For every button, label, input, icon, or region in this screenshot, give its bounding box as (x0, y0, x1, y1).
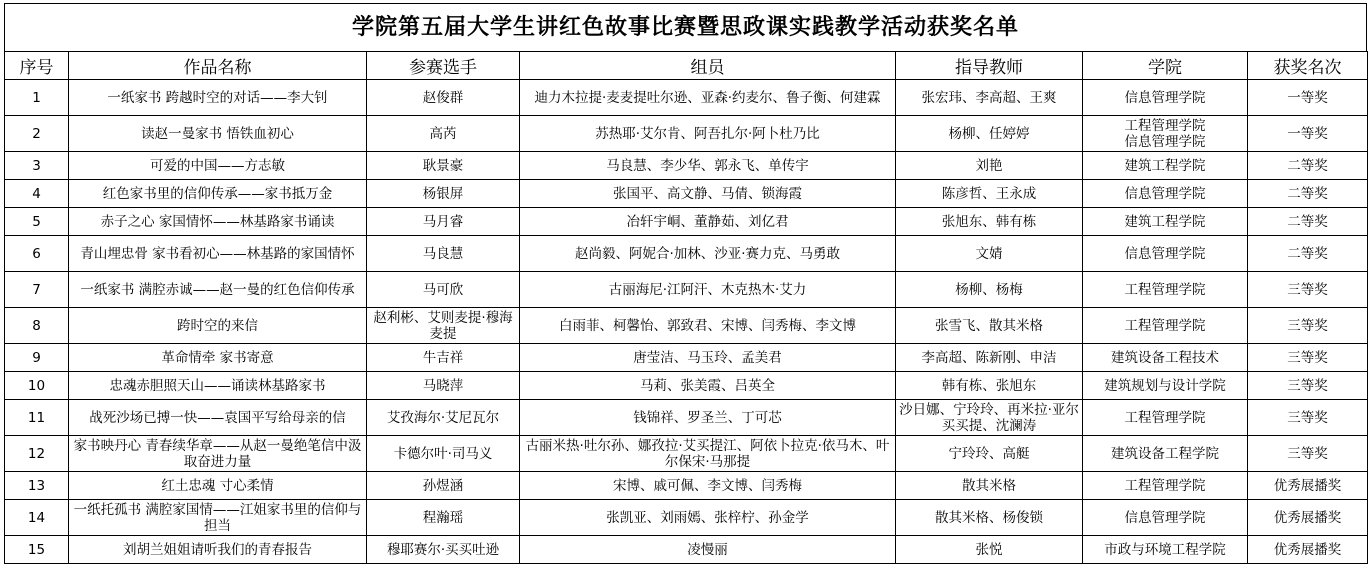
header-row (5, 52, 1368, 80)
cell-members: 古丽海尼·江阿汗、木克热木·艾力 (520, 272, 896, 308)
table-row (5, 236, 1368, 272)
cell-award: 二等奖 (1248, 236, 1368, 272)
table-row (5, 272, 1368, 308)
col-header-advisor: 指导教师 (896, 52, 1083, 80)
cell-advisor: 李高超、陈新刚、申洁 (896, 344, 1083, 372)
cell-college: 信息管理学院 (1083, 80, 1248, 116)
cell-award: 一等奖 (1248, 116, 1368, 152)
table-row (5, 400, 1368, 436)
cell-members: 唐莹洁、马玉玲、孟美君 (520, 344, 896, 372)
cell-members: 赵尚毅、阿妮合·加林、沙亚·赛力克、马勇敢 (520, 236, 896, 272)
cell-index: 11 (5, 400, 69, 436)
cell-college: 建筑工程学院 (1083, 152, 1248, 180)
cell-advisor: 沙日娜、宁玲玲、再米拉·亚尔买买提、沈澜涛 (896, 400, 1083, 436)
cell-work: 红土忠魂 寸心柔情 (69, 472, 367, 500)
cell-contestant: 赵利彬、艾则麦提·穆海麦提 (367, 308, 520, 344)
table-row (5, 152, 1368, 180)
cell-contestant: 程瀚瑶 (367, 500, 520, 536)
cell-index: 10 (5, 372, 69, 400)
cell-college: 工程管理学院 (1083, 400, 1248, 436)
cell-college: 信息管理学院 (1083, 500, 1248, 536)
cell-index: 2 (5, 116, 69, 152)
cell-award: 三等奖 (1248, 308, 1368, 344)
award-list-sheet (4, 3, 1367, 564)
cell-advisor: 陈彦哲、王永成 (896, 180, 1083, 208)
cell-index: 6 (5, 236, 69, 272)
table-row (5, 180, 1368, 208)
col-header-college: 学院 (1083, 52, 1248, 80)
cell-college: 建筑设备工程技术 (1083, 344, 1248, 372)
cell-contestant: 马晓萍 (367, 372, 520, 400)
table-row (5, 80, 1368, 116)
cell-advisor: 杨柳、任婷婷 (896, 116, 1083, 152)
cell-award: 三等奖 (1248, 344, 1368, 372)
cell-college: 信息管理学院 (1083, 180, 1248, 208)
cell-advisor: 张宏玮、李高超、王爽 (896, 80, 1083, 116)
cell-advisor: 杨柳、杨梅 (896, 272, 1083, 308)
cell-contestant: 穆耶赛尔·买买吐逊 (367, 536, 520, 564)
cell-members: 张国平、高文静、马倩、锁海霞 (520, 180, 896, 208)
cell-college: 工程管理学院 信息管理学院 (1083, 116, 1248, 152)
cell-college: 工程管理学院 (1083, 308, 1248, 344)
table-row (5, 372, 1368, 400)
cell-index: 8 (5, 308, 69, 344)
sheet-title: 学院第五届大学生讲红色故事比赛暨思政课实践教学活动获奖名单 (4, 3, 1367, 51)
cell-members: 凌慢丽 (520, 536, 896, 564)
cell-work: 刘胡兰姐姐请听我们的青春报告 (69, 536, 367, 564)
cell-advisor: 散其米格、杨俊锁 (896, 500, 1083, 536)
cell-work: 可爱的中国——方志敏 (69, 152, 367, 180)
cell-college: 工程管理学院 (1083, 472, 1248, 500)
cell-advisor: 宁玲玲、高艇 (896, 436, 1083, 472)
cell-index: 13 (5, 472, 69, 500)
cell-work: 红色家书里的信仰传承——家书抵万金 (69, 180, 367, 208)
cell-work: 读赵一曼家书 悟铁血初心 (69, 116, 367, 152)
table-row (5, 344, 1368, 372)
cell-index: 7 (5, 272, 69, 308)
cell-award: 三等奖 (1248, 272, 1368, 308)
cell-award: 三等奖 (1248, 372, 1368, 400)
award-table (4, 51, 1368, 564)
cell-advisor: 张雪飞、散其米格 (896, 308, 1083, 344)
cell-work: 赤子之心 家国情怀——林基路家书诵读 (69, 208, 367, 236)
cell-members: 马良慧、李少华、郭永飞、单传宇 (520, 152, 896, 180)
cell-award: 一等奖 (1248, 80, 1368, 116)
cell-members: 钱锦祥、罗圣兰、丁可芯 (520, 400, 896, 436)
cell-award: 三等奖 (1248, 436, 1368, 472)
cell-members: 宋博、戚可佩、李文博、闫秀梅 (520, 472, 896, 500)
cell-members: 冶轩宇峒、董静茹、刘亿君 (520, 208, 896, 236)
cell-contestant: 艾孜海尔·艾尼瓦尔 (367, 400, 520, 436)
cell-contestant: 杨银屏 (367, 180, 520, 208)
cell-college: 建筑规划与设计学院 (1083, 372, 1248, 400)
table-row (5, 536, 1368, 564)
cell-college: 信息管理学院 (1083, 236, 1248, 272)
cell-contestant: 牛吉祥 (367, 344, 520, 372)
cell-index: 15 (5, 536, 69, 564)
cell-index: 4 (5, 180, 69, 208)
cell-contestant: 卡德尔叶·司马义 (367, 436, 520, 472)
cell-members: 古丽米热·吐尔孙、娜孜拉·艾买提江、阿依卜拉克·依马木、叶尔保宋·马那提 (520, 436, 896, 472)
cell-work: 忠魂赤胆照天山——诵读林基路家书 (69, 372, 367, 400)
cell-advisor: 文婧 (896, 236, 1083, 272)
cell-work: 革命情牵 家书寄意 (69, 344, 367, 372)
cell-award: 二等奖 (1248, 208, 1368, 236)
cell-college: 建筑设备工程学院 (1083, 436, 1248, 472)
table-row (5, 308, 1368, 344)
cell-index: 9 (5, 344, 69, 372)
cell-work: 跨时空的来信 (69, 308, 367, 344)
cell-contestant: 马月睿 (367, 208, 520, 236)
cell-advisor: 刘艳 (896, 152, 1083, 180)
cell-work: 青山埋忠骨 家书看初心——林基路的家国情怀 (69, 236, 367, 272)
cell-members: 张凯亚、刘雨嫣、张梓柠、孙金学 (520, 500, 896, 536)
cell-index: 5 (5, 208, 69, 236)
table-row (5, 116, 1368, 152)
cell-contestant: 马可欣 (367, 272, 520, 308)
cell-advisor: 散其米格 (896, 472, 1083, 500)
cell-members: 马莉、张美霞、吕英全 (520, 372, 896, 400)
cell-contestant: 马良慧 (367, 236, 520, 272)
cell-index: 1 (5, 80, 69, 116)
cell-advisor: 张旭东、韩有栋 (896, 208, 1083, 236)
col-header-work: 作品名称 (69, 52, 367, 80)
cell-work: 一纸托孤书 满腔家国情——江姐家书里的信仰与担当 (69, 500, 367, 536)
cell-college: 市政与环境工程学院 (1083, 536, 1248, 564)
table-row (5, 500, 1368, 536)
cell-award: 优秀展播奖 (1248, 500, 1368, 536)
col-header-members: 组员 (520, 52, 896, 80)
col-header-award: 获奖名次 (1248, 52, 1368, 80)
cell-award: 二等奖 (1248, 180, 1368, 208)
col-header-index: 序号 (5, 52, 69, 80)
cell-contestant: 孙煜涵 (367, 472, 520, 500)
cell-members: 白雨菲、柯馨怡、郭致君、宋博、闫秀梅、李文博 (520, 308, 896, 344)
col-header-contestant: 参赛选手 (367, 52, 520, 80)
table-row (5, 472, 1368, 500)
table-row (5, 208, 1368, 236)
cell-contestant: 耿景豪 (367, 152, 520, 180)
cell-advisor: 韩有栋、张旭东 (896, 372, 1083, 400)
cell-index: 3 (5, 152, 69, 180)
cell-members: 迪力木拉提·麦麦提吐尔逊、亚森·约麦尔、鲁子衡、何建霖 (520, 80, 896, 116)
cell-work: 战死沙场已搏一快——袁国平写给母亲的信 (69, 400, 367, 436)
cell-index: 12 (5, 436, 69, 472)
cell-work: 一纸家书 满腔赤诚——赵一曼的红色信仰传承 (69, 272, 367, 308)
cell-award: 优秀展播奖 (1248, 536, 1368, 564)
cell-contestant: 高芮 (367, 116, 520, 152)
cell-award: 三等奖 (1248, 400, 1368, 436)
cell-members: 苏热耶·艾尔肯、阿吾扎尔·阿卜杜乃比 (520, 116, 896, 152)
cell-work: 家书映丹心 青春续华章——从赵一曼绝笔信中汲取奋进力量 (69, 436, 367, 472)
cell-award: 优秀展播奖 (1248, 472, 1368, 500)
cell-advisor: 张悦 (896, 536, 1083, 564)
cell-college: 建筑工程学院 (1083, 208, 1248, 236)
cell-college: 工程管理学院 (1083, 272, 1248, 308)
cell-contestant: 赵俊群 (367, 80, 520, 116)
cell-index: 14 (5, 500, 69, 536)
cell-award: 二等奖 (1248, 152, 1368, 180)
table-row (5, 436, 1368, 472)
cell-work: 一纸家书 跨越时空的对话——李大钊 (69, 80, 367, 116)
